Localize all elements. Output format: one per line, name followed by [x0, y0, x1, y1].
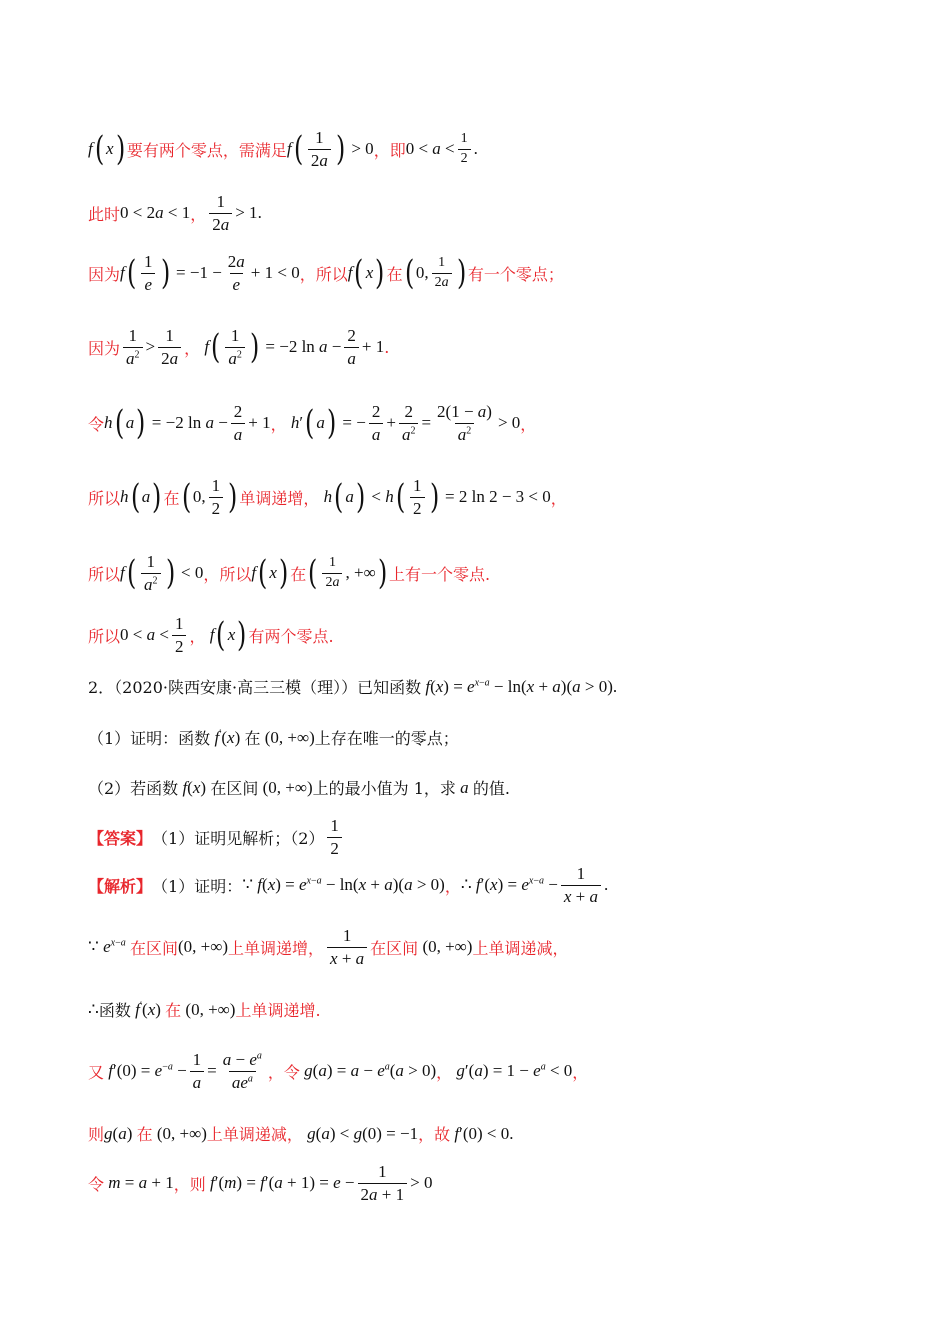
analysis-line-3: ∴ 函数 f′(x) 在 (0, +∞) 上单调递增. [88, 999, 321, 1020]
solution-line-8: 所以 0 < a < $\frac{1}{2}$ ， f ( x ) 有两个零点. [88, 614, 334, 656]
solution-line-5: 令 h ( a ) = −2 ln a − $\frac{2}{a}$ + 1 ， h′ ( a ) = − $\frac{2}{a}$ + $\frac{2}{a^2}$ = $\frac{2(1 - a)}{a^2}$ > 0 ， [88, 402, 537, 444]
solution-line-7: 所以 f ( $\frac{1}{a^2}$ ) < 0 ，所以 f ( x ) 在 ( $\frac{1}{2a}$ , +∞ ) 上有一个零点. [88, 552, 491, 594]
solution-line-1: f ( x ) 要有两个零点，需满足 f ( $\frac{1}{2a}$ ) > 0 ，即 0 < a < $\frac{1}{2}$ . [88, 128, 478, 170]
problem-q1: （1）证明：函数 f′(x) 在 (0, +∞) 上存在唯一的零点； [88, 727, 459, 748]
problem-q2: （2）若函数 f(x) 在区间 (0, +∞) 上的最小值为 1，求 a 的值. [88, 777, 510, 798]
answer-line: 【答案】 （1）证明见解析；（2） $\frac{1}{2}$ [88, 816, 910, 858]
text: 要有两个零点，需满足 [126, 140, 287, 160]
solution-line-2: 此时 0 < 2a < 1 ， $\frac{1}{2a}$ > 1 . [88, 192, 262, 234]
solution-line-6: 所以 h ( a ) 在 ( 0, $\frac{1}{2}$ ) 单调递增， h ( a ) < h ( $\frac{1}{2}$ ) = 2 ln 2 − 3 < 0 ， [88, 476, 567, 518]
analysis-line-1: 【解析】 （1）证明： ∵ $f(x) = e^{x-a} - \ln(x + a)(a > 0)$ ， ∴ $f'(x) = e^{x-a}$ − $\frac{1}{x + a}$ . [88, 864, 609, 906]
analysis-line-5: 则 g (a) 在 (0, +∞) 上单调递减， g(a) < g(0) = −1 ，故 f′(0) < 0 . [88, 1123, 514, 1144]
problem-header: 2．（2020·陕西安康·高三三模（理））已知函数 $f(x) = e^{x-a} - \ln(x + a)(a > 0)$ . [88, 676, 618, 697]
analysis-line-2: ∵ $e^{x-a}$ 在区间 (0, +∞) 上单调递增， $\frac{1}{x + a}$ 在区间 (0, +∞) 上单调递减， [88, 926, 569, 968]
text: ，即 [373, 140, 406, 160]
analysis-line-6: 令 m = a + 1 ，则 f′(m) = f′(a + 1) = e − $\frac{1}{2a + 1}$ > 0 [88, 1162, 433, 1204]
solution-line-3: 因为 f ( $\frac{1}{e}$ ) = −1 − $\frac{2a}{e}$ + 1 < 0 ，所以 f ( x ) 在 ( 0, $\frac{1}{2a}$ ) 有一个零点； [88, 252, 564, 294]
analysis-line-4: 又 $f'(0) = e^{-a}$ − $\frac{1}{a}$ = $\frac{a - e^a}{ae^a}$ ，令 $g(a) = a - e^a(a > 0)$ ， $g'(a) = 1 - e^a < 0$ ， [88, 1050, 589, 1092]
solution-line-4: 因为 $\frac{1}{a^2}$ > $\frac{1}{2a}$ ， f ( $\frac{1}{a^2}$ ) = −2 ln a − $\frac{2}{a}$ + 1 . [88, 326, 390, 368]
